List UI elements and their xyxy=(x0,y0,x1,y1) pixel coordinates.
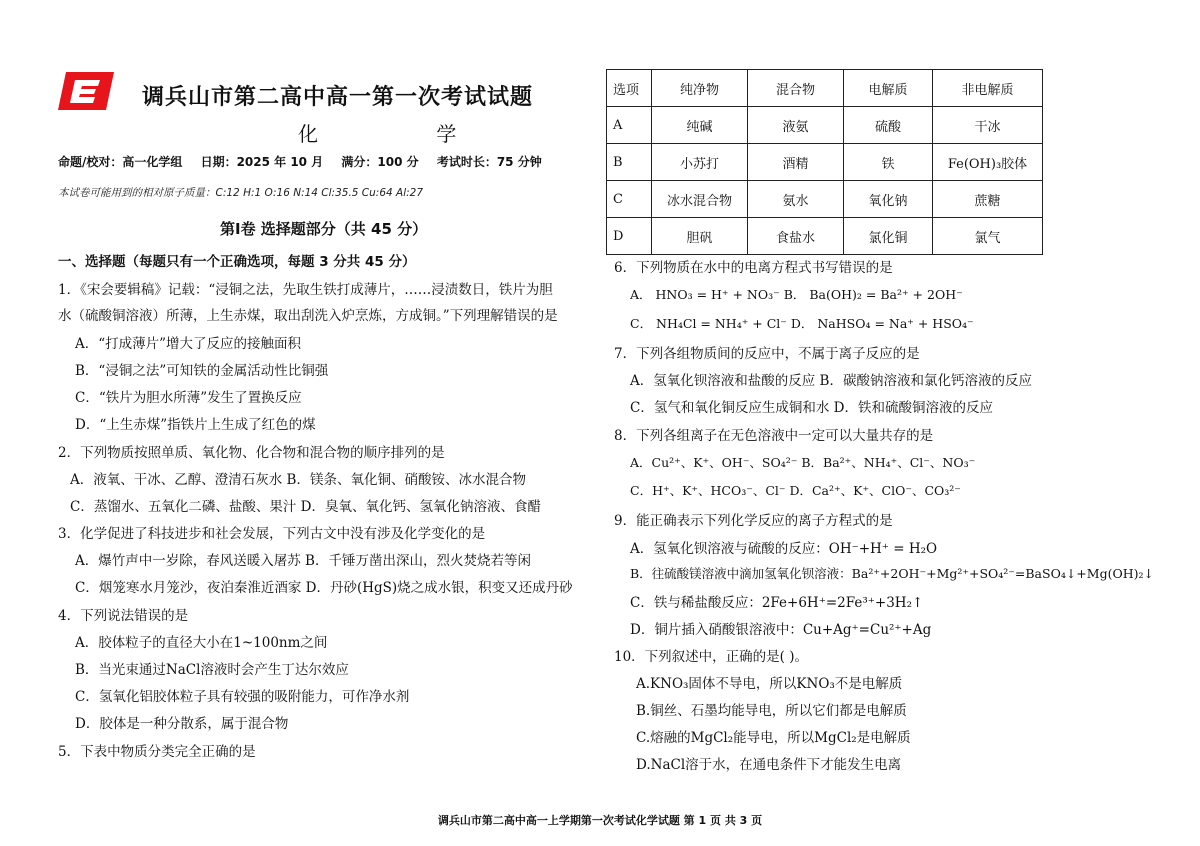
exam-meta xyxy=(58,153,556,170)
table-header-cell: 混合物 xyxy=(748,70,844,107)
table-cell: B xyxy=(607,144,652,181)
table-cell: D xyxy=(607,218,652,255)
atomic-masses-note: 本试卷可能用到的相对原子质量：C:12 H:1 O:16 N:14 Cl:35.5 Cu:64 Al:27 xyxy=(58,187,424,199)
table-header-row xyxy=(607,70,1043,107)
table-cell: 冰水混合物 xyxy=(652,181,748,218)
question-3-options: C．烟笼寒水月笼沙，夜泊秦淮近酒家 D．丹砂(HgS)烧之成水银，积变又还成丹砂 xyxy=(75,580,573,596)
question-10-option: A.KNO₃固体不导电，所以KNO₃不是电解质 xyxy=(636,676,903,692)
question-9-option: B．往硫酸镁溶液中滴加氢氧化钡溶液：Ba²⁺+2OH⁻+Mg²⁺+SO₄²⁻=BaSO₄↓+Mg(OH)₂↓ xyxy=(630,566,1154,581)
table-cell: Fe(OH)₃胶体 xyxy=(933,144,1043,181)
question-9-option: D．铜片插入硝酸银溶液中：Cu+Ag⁺=Cu²⁺+Ag xyxy=(630,622,932,638)
question-4-stem: 4．下列说法错误的是 xyxy=(58,608,189,624)
question-4-option: C．氢氧化铝胶体粒子具有较强的吸附能力，可作净水剂 xyxy=(75,689,410,705)
table-cell: 铁 xyxy=(844,144,933,181)
question-7-options: A．氢氧化钡溶液和盐酸的反应 B．碳酸钠溶液和氯化钙溶液的反应 xyxy=(630,373,1032,389)
subject-title: 化 学 xyxy=(298,122,495,146)
question-3-stem: 3．化学促进了科技进步和社会发展，下列古文中没有涉及化学变化的是 xyxy=(58,526,486,542)
meta-duration: 考试时长：75 分钟 xyxy=(436,155,542,169)
question-1-option: D．“上生赤煤”指铁片上生成了红色的煤 xyxy=(75,417,316,433)
table-row xyxy=(607,107,1043,144)
question-4-option: B．当光束通过NaCl溶液时会产生丁达尔效应 xyxy=(75,662,349,678)
meta-score: 满分：100 分 xyxy=(341,155,419,169)
table-header-cell: 非电解质 xyxy=(933,70,1043,107)
table-cell: 氧化钠 xyxy=(844,181,933,218)
question-7-stem: 7．下列各组物质间的反应中，不属于离子反应的是 xyxy=(614,346,920,362)
table-cell: C xyxy=(607,181,652,218)
table-cell: 食盐水 xyxy=(748,218,844,255)
question-6-options: C． NH₄Cl = NH₄⁺ + Cl⁻ D． NaHSO₄ = Na⁺ + HSO₄⁻ xyxy=(630,316,974,331)
question-10-stem: 10．下列叙述中，正确的是( )。 xyxy=(614,649,809,665)
question-1-option: C．“铁片为胆水所薄”发生了置换反应 xyxy=(75,390,302,406)
table-cell: 酒精 xyxy=(748,144,844,181)
table-cell: 硫酸 xyxy=(844,107,933,144)
question-10-option: D.NaCl溶于水，在通电条件下才能发生电离 xyxy=(636,757,902,773)
question-9-option: A．氢氧化钡溶液与硫酸的反应：OH⁻+H⁺ = H₂O xyxy=(630,541,938,557)
table-cell: A xyxy=(607,107,652,144)
question-2-options: C．蒸馏水、五氧化二磷、盐酸、果汁 D．臭氧、氧化钙、氢氧化钠溶液、食醋 xyxy=(70,499,541,515)
table-header-cell: 电解质 xyxy=(844,70,933,107)
question-3-options: A．爆竹声中一岁除，春风送暖入屠苏 B．千锤万凿出深山，烈火焚烧若等闲 xyxy=(75,553,531,569)
table-cell: 胆矾 xyxy=(652,218,748,255)
table-header-cell: 纯净物 xyxy=(652,70,748,107)
question-2-options: A．液氧、干冰、乙醇、澄清石灰水 B．镁条、氧化铜、硝酸铵、冰水混合物 xyxy=(70,472,526,488)
table-row xyxy=(607,181,1043,218)
table-cell: 蔗糖 xyxy=(933,181,1043,218)
table-cell: 氨水 xyxy=(748,181,844,218)
question-8-stem: 8．下列各组离子在无色溶液中一定可以大量共存的是 xyxy=(614,428,934,444)
table-row xyxy=(607,144,1043,181)
table-cell: 液氨 xyxy=(748,107,844,144)
question-9-option: C．铁与稀盐酸反应：2Fe+6H⁺=2Fe³⁺+3H₂↑ xyxy=(630,595,924,611)
meta-date: 日期：2025 年 10 月 xyxy=(200,155,324,169)
table-cell: 氯化铜 xyxy=(844,218,933,255)
question-4-option: D．胶体是一种分散系，属于混合物 xyxy=(75,716,289,732)
table-cell: 干冰 xyxy=(933,107,1043,144)
question-4-option: A．胶体粒子的直径大小在1~100nm之间 xyxy=(75,635,328,651)
school-logo-icon xyxy=(58,72,114,110)
meta-author: 命题/校对：高一化学组 xyxy=(58,155,183,169)
question-2-stem: 2．下列物质按照单质、氧化物、化合物和混合物的顺序排列的是 xyxy=(58,445,445,461)
question-6-options: A． HNO₃ = H⁺ + NO₃⁻ B． Ba(OH)₂ = Ba²⁺ + 2OH⁻ xyxy=(630,287,963,302)
table-cell: 氯气 xyxy=(933,218,1043,255)
table-row xyxy=(607,218,1043,255)
table-header-cell: 选项 xyxy=(607,70,652,107)
question-10-option: B.铜丝、石墨均能导电，所以它们都是电解质 xyxy=(636,703,907,719)
question-10-option: C.熔融的MgCl₂能导电，所以MgCl₂是电解质 xyxy=(636,730,911,746)
question-1-option: A．“打成薄片”增大了反应的接触面积 xyxy=(75,336,302,352)
question-1-stem: 1．《宋会要辑稿》记载：“浸铜之法，先取生铁打成薄片，……浸渍数日，铁片为胆 xyxy=(58,282,553,298)
question-5-stem: 5．下表中物质分类完全正确的是 xyxy=(58,744,256,760)
question-8-options: A．Cu²⁺、K⁺、OH⁻、SO₄²⁻ B．Ba²⁺、NH₄⁺、Cl⁻、NO₃⁻ xyxy=(630,455,976,470)
section-heading: 一、选择题（每题只有一个正确选项，每题 3 分共 45 分） xyxy=(58,254,416,270)
question-6-stem: 6．下列物质在水中的电离方程式书写错误的是 xyxy=(614,260,893,276)
question-1-option: B．“浸铜之法”可知铁的金属活动性比铜强 xyxy=(75,363,329,379)
page-footer: 调兵山市第二高中高一上学期第一次考试化学试题 第 1 页 共 3 页 xyxy=(437,814,763,827)
question-8-options: C．H⁺、K⁺、HCO₃⁻、Cl⁻ D．Ca²⁺、K⁺、ClO⁻、CO₃²⁻ xyxy=(630,483,961,498)
classification-table xyxy=(606,69,1043,255)
question-1-stem: 水（硫酸铜溶液）所薄，上生赤煤，取出刮洗入炉烹炼，方成铜。”下列理解错误的是 xyxy=(58,308,558,324)
part-title: 第Ⅰ卷 选择题部分（共 45 分） xyxy=(220,220,428,238)
exam-title: 调兵山市第二高中高一第一次考试试题 xyxy=(142,85,534,110)
question-7-options: C．氢气和氧化铜反应生成铜和水 D．铁和硫酸铜溶液的反应 xyxy=(630,400,993,416)
table-cell: 纯碱 xyxy=(652,107,748,144)
question-9-stem: 9．能正确表示下列化学反应的离子方程式的是 xyxy=(614,513,893,529)
table-cell: 小苏打 xyxy=(652,144,748,181)
